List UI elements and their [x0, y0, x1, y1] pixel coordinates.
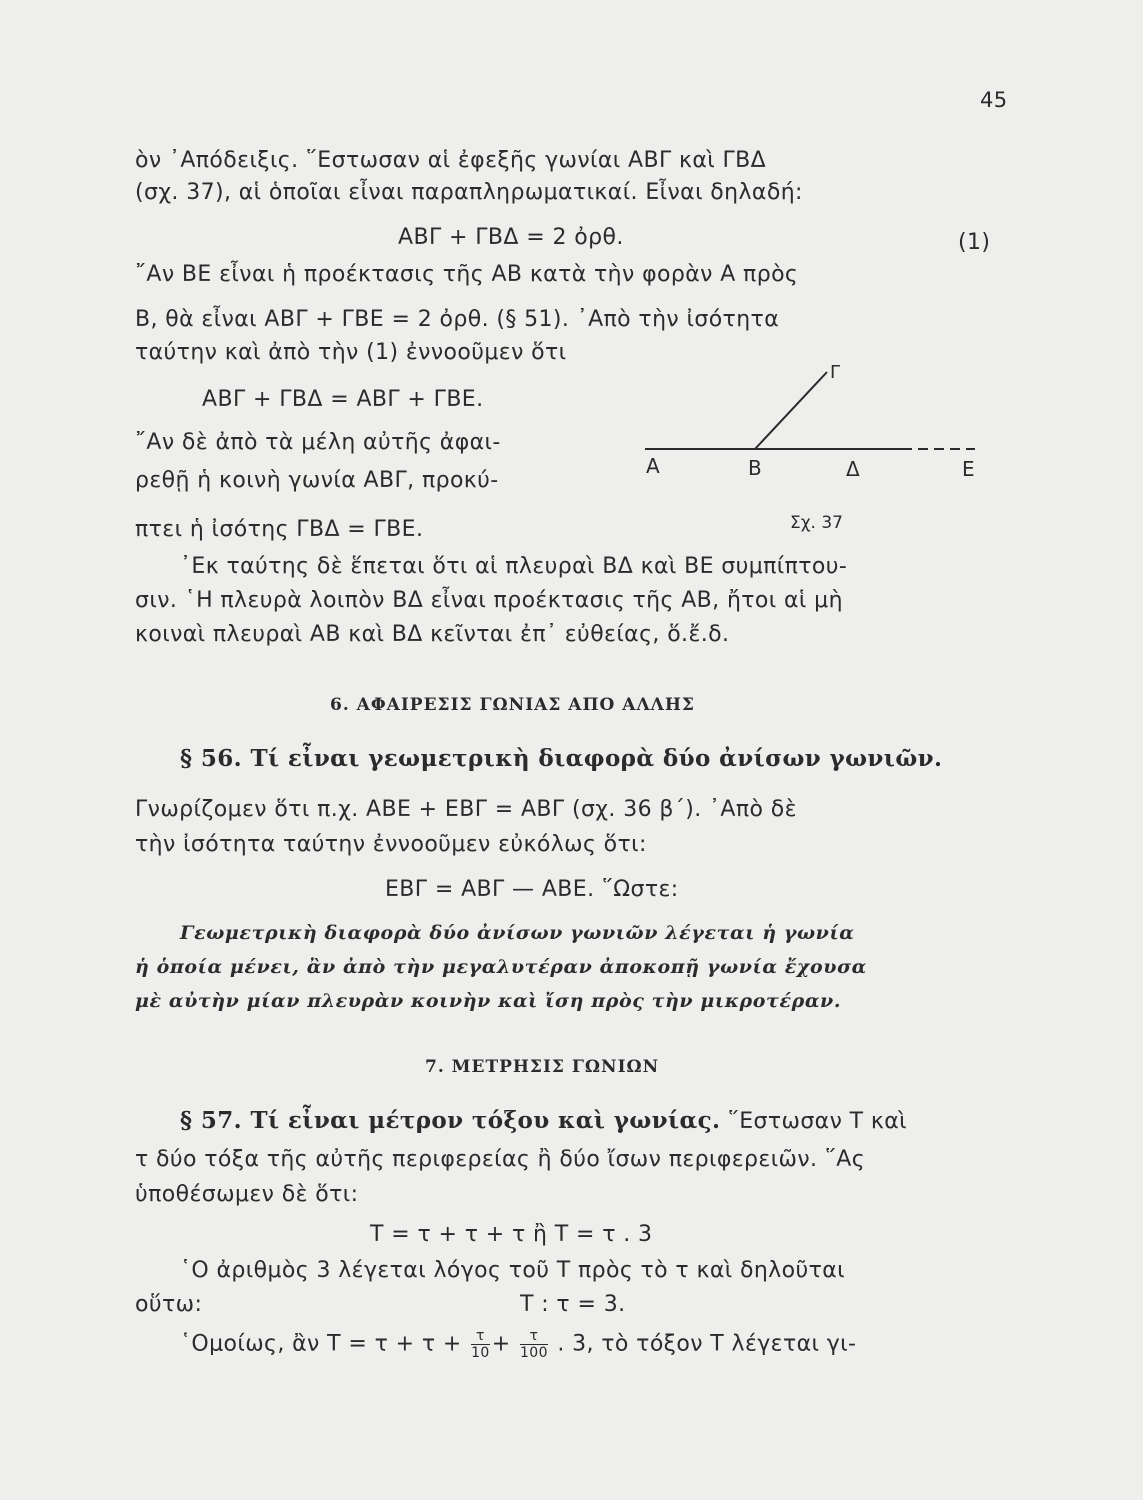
fraction-denominator: 10 [471, 1345, 490, 1361]
text-line: ῎Αν δὲ ἀπὸ τὰ μέλη αὐτῆς ἀφαι- [135, 430, 501, 455]
section-57-title: § 57. Τί εἶναι μέτρον τόξου καὶ γωνίας. [180, 1107, 721, 1134]
chapter-heading-7: 7. ΜΕΤΡΗΣΙΣ ΓΩΝΙΩΝ [425, 1057, 660, 1077]
text-line: ὑποθέσωμεν δὲ ὅτι: [135, 1182, 359, 1207]
last-line-start: ῾Ομοίως, ἂν Τ = τ + τ + [180, 1331, 462, 1357]
section-57-text: ῞Εστωσαν Τ καὶ [727, 1109, 908, 1134]
text-line: τὴν ἰσότητα ταύτην ἐννοοῦμεν εὐκόλως ὅτι: [135, 832, 647, 857]
text-line: κοιναὶ πλευραὶ ΑΒ καὶ ΒΔ κεῖνται ἐπ᾿ εὐθείας, ὅ.ἔ.δ. [135, 622, 730, 647]
label-beta: Β [748, 456, 762, 480]
fraction-tau-100 [520, 1328, 548, 1361]
chapter-heading-6: 6. ΑΦΑΙΡΕΣΙΣ ΓΩΝΙΑΣ ΑΠΟ ΑΛΛΗΣ [330, 695, 695, 715]
figure-37 [640, 350, 1000, 540]
text-line: ᾿Εκ ταύτης δὲ ἕπεται ὅτι αἱ πλευραὶ ΒΔ καὶ ΒΕ συμπίπτου- [180, 554, 848, 579]
text-line: σιν. ῾Η πλευρὰ λοιπὸν ΒΔ εἶναι προέκτασις τῆς ΑΒ, ἤτοι αἱ μὴ [135, 588, 843, 613]
equation: Τ : τ = 3. [520, 1292, 626, 1317]
text-line: ῎Αν ΒΕ εἶναι ἡ προέκτασις τῆς ΑΒ κατὰ τὴν φορὰν Α πρὸς [135, 262, 799, 287]
fraction-numerator: τ [529, 1328, 539, 1344]
section-56-title: § 56. Τί εἶναι γεωμετρικὴ διαφορὰ δύο ἀνίσων γωνιῶν. [180, 745, 943, 772]
equation: Τ = τ + τ + τ ἢ Τ = τ . 3 [370, 1222, 653, 1247]
ray-bg [755, 372, 827, 449]
text-line: Β, θὰ εἶναι ΑΒΓ + ΓΒΕ = 2 ὀρθ. (§ 51). ᾿Απὸ τὴν ἰσότητα [135, 307, 780, 332]
fraction-denominator: 100 [519, 1345, 548, 1361]
label-gamma: Γ [830, 362, 841, 383]
text-line: ῾Ο ἀριθμὸς 3 λέγεται λόγος τοῦ Τ πρὸς τὸ τ καὶ δηλοῦται [180, 1258, 845, 1283]
text-line: (σχ. 37), αἱ ὁποῖαι εἶναι παραπληρωματικαί. Εἶναι δηλαδή: [135, 180, 803, 205]
last-line-end: . 3, τὸ τόξον Τ λέγεται γι- [557, 1331, 857, 1357]
equation-number: (1) [958, 230, 991, 255]
label-epsilon: Ε [962, 457, 975, 481]
figure-caption: Σχ. 37 [790, 513, 844, 533]
fraction-tau-10 [471, 1328, 490, 1361]
text-line: ταύτην καὶ ἀπὸ τὴν (1) ἐννοοῦμεν ὅτι [135, 340, 567, 365]
text-line: τ δύο τόξα τῆς αὐτῆς περιφερείας ἢ δύο ἴσων περιφερειῶν. ῞Ας [135, 1147, 866, 1172]
definition-line: Γεωμετρικὴ διαφορὰ δύο ἀνίσων γωνιῶν λέγεται ἡ γωνία [180, 922, 855, 944]
equation: ΑΒΓ + ΓΒΔ = 2 ὀρθ. [398, 225, 624, 250]
fraction-numerator: τ [476, 1328, 485, 1344]
page-number: 45 [980, 88, 1008, 112]
label-delta: Δ [846, 457, 860, 481]
section-57-line [180, 1107, 907, 1134]
text-line: ὸν ᾿Απόδειξις. ῞Εστωσαν αἱ ἐφεξῆς γωνίαι ΑΒΓ καὶ ΓΒΔ [135, 148, 767, 173]
definition-line: ἡ ὁποία μένει, ἂν ἀπὸ τὴν μεγαλυτέραν ἀποκοπῇ γωνία ἔχουσα [135, 956, 867, 978]
last-line: ῾Ομοίως, ἂν Τ = τ + τ + $\frac{\tau}{10}$ + $\frac{\tau}{100}$ . 3, τὸ τόξον Τ λέγεται γι- [180, 1328, 857, 1361]
text-line: ρεθῇ ἡ κοινὴ γωνία ΑΒΓ, προκύ- [135, 468, 499, 493]
equation: ΑΒΓ + ΓΒΔ = ΑΒΓ + ΓΒΕ. [202, 387, 484, 412]
text-line: Γνωρίζομεν ὅτι π.χ. ΑΒΕ + ΕΒΓ = ΑΒΓ (σχ. 36 β΄). ᾿Απὸ δὲ [135, 797, 797, 822]
text-line: οὕτω: [135, 1292, 203, 1317]
text-line: πτει ἡ ἰσότης ΓΒΔ = ΓΒΕ. [135, 517, 424, 542]
label-alpha: Α [646, 454, 660, 478]
definition-line: μὲ αὐτὴν μίαν πλευρὰν κοινὴν καὶ ἴση πρὸς τὴν μικροτέραν. [135, 990, 842, 1012]
equation: ΕΒΓ = ΑΒΓ — ΑΒΕ. ῞Ωστε: [385, 877, 679, 902]
